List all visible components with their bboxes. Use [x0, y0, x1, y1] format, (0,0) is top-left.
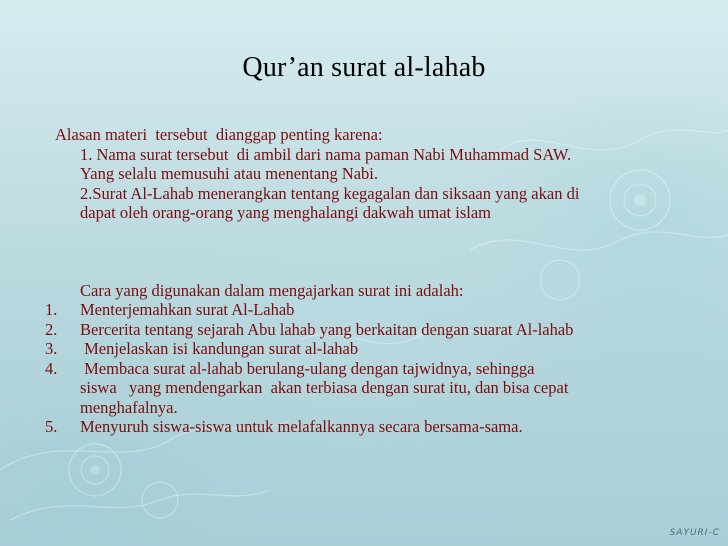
reason-line: 1. Nama surat tersebut di ambil dari nama paman Nabi Muhammad SAW. [80, 144, 572, 164]
method-text: Menjelaskan isi kandungan surat al-lahab [80, 339, 359, 358]
slide-body [45, 125, 715, 437]
method-text: Bercerita tentang sejarah Abu lahab yang berkaitan dengan suarat Al-lahab [80, 319, 574, 339]
method-item-3 [45, 339, 715, 359]
method-number: 3. [45, 339, 58, 358]
method-number: 1. [45, 300, 58, 319]
method-number: 4. [45, 358, 58, 378]
reason-line: Yang selalu memusuhi atau menentang Nabi. [80, 164, 379, 183]
spacer [55, 223, 715, 281]
method-item-5 [45, 417, 715, 437]
method-item-1 [45, 300, 715, 320]
methods-intro: Cara yang digunakan dalam mengajarkan surat ini adalah: [80, 280, 464, 300]
intro-text: Alasan materi tersebut dianggap penting karena: [55, 125, 383, 144]
method-number: 2. [45, 319, 58, 339]
method-text-continued: siswa yang mendengarkan akan terbiasa dengan surat itu, dan bisa cepat [80, 378, 569, 397]
watermark-logo: SAYURI-C [669, 528, 720, 538]
reason-line: dapat oleh orang-orang yang menghalangi dakwah umat islam [80, 203, 491, 222]
reason-1 [55, 145, 715, 184]
slide-title: Qur’an surat al-lahab [242, 52, 486, 83]
method-text: Membaca surat al-lahab berulang-ulang dengan tajwidnya, sehingga [80, 358, 535, 378]
method-item-4 [45, 358, 715, 418]
method-item-2 [45, 319, 715, 340]
method-text-continued: menghafalnya. [80, 397, 178, 417]
method-number: 5. [45, 417, 58, 436]
reason-2 [55, 184, 715, 223]
method-text: Menterjemahkan surat Al-Lahab [80, 300, 295, 319]
reason-line: 2.Surat Al-Lahab menerangkan tentang kegagalan dan siksaan yang akan di [80, 183, 580, 203]
method-text: Menyuruh siswa-siswa untuk melafalkannya secara bersama-sama. [80, 417, 523, 436]
